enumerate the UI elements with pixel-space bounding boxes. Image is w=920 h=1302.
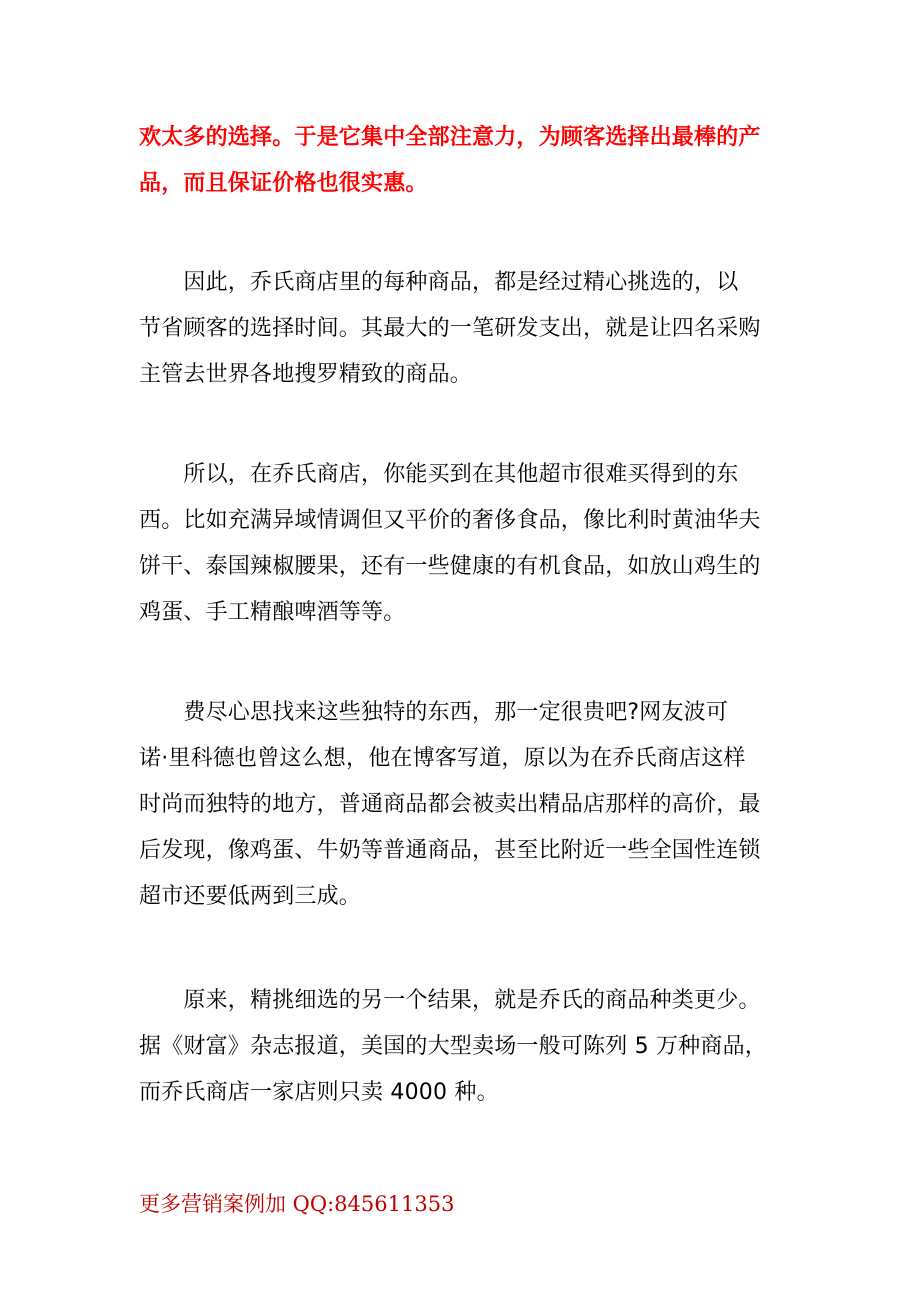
text-line: 鸡蛋、手工精酿啤酒等等。 — [139, 600, 406, 625]
text-line: 超市还要低两到三成。 — [139, 884, 362, 909]
text-line: 品，而且保证价格也很实惠。 — [139, 171, 428, 196]
text-line: 费尽心思找来这些独特的东西，那一定很贵吧?网友波可 — [139, 700, 729, 725]
text-line: 主管去世界各地搜罗精致的商品。 — [139, 362, 473, 387]
body-paragraph-2 — [139, 452, 789, 636]
body-paragraph-1 — [139, 260, 789, 398]
text-line: 饼干、泰国辣椒腰果，还有一些健康的有机食品，如放山鸡生的 — [139, 554, 761, 579]
body-paragraph-3 — [139, 690, 789, 920]
text-line: 因此，乔氏商店里的每种商品，都是经过精心挑选的，以 — [139, 270, 739, 295]
text-line: 西。比如充满异域情调但又平价的奢侈食品，像比利时黄油华夫 — [139, 508, 761, 533]
text-line: 后发现，像鸡蛋、牛奶等普通商品，甚至比附近一些全国性连锁 — [139, 838, 761, 863]
text-line: 所以，在乔氏商店，你能买到在其他超市很难买得到的东 — [139, 462, 739, 487]
text-line: 据《财富》杂志报道，美国的大型卖场一般可陈列 5 万种商品， — [139, 1034, 767, 1059]
text-line: 原来，精挑细选的另一个结果，就是乔氏的商品种类更少。 — [139, 988, 761, 1013]
body-paragraph-4 — [139, 978, 789, 1116]
text-line: 诺·里科德也曾这么想，他在博客写道，原以为在乔氏商店这样 — [139, 746, 746, 771]
footer-contact-note: 更多营销案例加 QQ:845611353 — [139, 1192, 455, 1216]
highlighted-lead-paragraph — [139, 115, 789, 207]
text-line: 时尚而独特的地方，普通商品都会被卖出精品店那样的高价，最 — [139, 792, 761, 817]
text-line: 欢太多的选择。于是它集中全部注意力，为顾客选择出最棒的产 — [139, 125, 761, 150]
text-line: 而乔氏商店一家店则只卖 4000 种。 — [139, 1080, 499, 1105]
text-line: 节省顾客的选择时间。其最大的一笔研发支出，就是让四名采购 — [139, 316, 761, 341]
